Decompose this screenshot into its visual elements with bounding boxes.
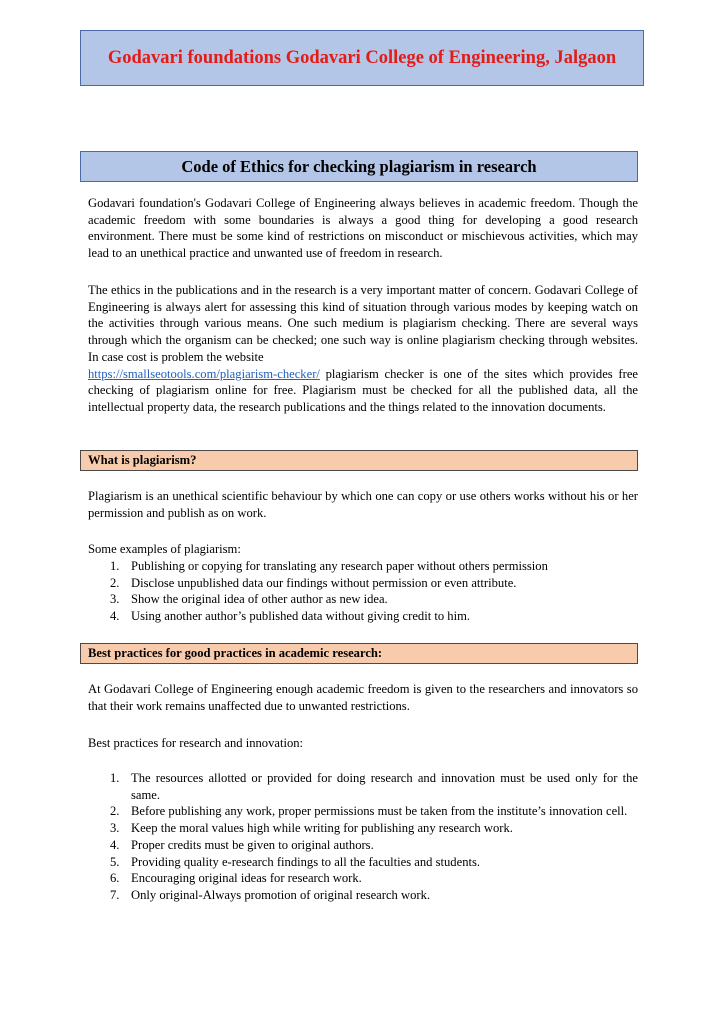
list-item (88, 591, 638, 608)
list-item-text: The resources allotted or provided for doing research and innovation must be used only for the same. (131, 771, 638, 802)
list-item-number: 1. (110, 559, 120, 573)
institution-title: Godavari foundations Godavari College of Engineering, Jalgaon (107, 47, 617, 68)
list-item-number: 1. (110, 771, 120, 785)
section-heading-best-practices: Best practices for good practices in academic research: (88, 646, 383, 660)
list-item-text: Encouraging original ideas for research work. (131, 871, 362, 886)
plagiarism-definition: Plagiarism is an unethical scientific behaviour by which one can copy or use others works without his or her permission and publish as on work. (88, 489, 638, 520)
intro-paragraph-1: Godavari foundation's Godavari College of Engineering always believes in academic freedom. Though the academic freedom with some boundaries is always a good thing for developing a good research environment. There must be some kind of restrictions on misconduct or mischievous activities, which may lead to an unethical practice and unwanted use of freedom in research. (88, 196, 638, 261)
list-item-text: Disclose unpublished data our findings without permission or even attribute. (131, 575, 517, 590)
document-title-box (80, 151, 638, 182)
list-item-number: 6. (110, 871, 120, 886)
intro-paragraph-2-text: The ethics in the publications and in the research is a very important matter of concern. Godavari College of Engineering is always alert for assessing this kind of situation through various modes by keeping watch on the activities through various means. One such medium is plagiarism checking. There are several ways through which the organism can be checked; one such way is online plagiarism checking through websites. In case cost is problem the website (88, 283, 638, 364)
intro-paragraph-2 (88, 282, 638, 416)
examples-intro: Some examples of plagiarism: (88, 542, 241, 556)
list-item-text: Show the original idea of other author as new idea. (131, 592, 388, 607)
list-item-number: 5. (110, 854, 120, 869)
list-item (88, 575, 638, 592)
list-item-text: Only original-Always promotion of original research work. (131, 887, 431, 902)
list-item-text: Keep the moral values high while writing for publishing any research work. (131, 821, 513, 836)
practices-intro: Best practices for research and innovation: (88, 736, 304, 750)
list-item-text: Proper credits must be given to original authors. (131, 837, 374, 852)
plagiarism-examples-list (88, 558, 638, 625)
list-item-text: Publishing or copying for translating any research paper without others permission (131, 559, 548, 573)
list-item-number: 3. (110, 592, 120, 607)
list-item (88, 558, 638, 575)
list-item-number: 7. (110, 887, 120, 902)
best-practices-list (88, 770, 638, 904)
list-item-number: 2. (110, 804, 120, 819)
list-item (88, 820, 638, 837)
institution-header-box (80, 30, 644, 86)
list-item (88, 870, 638, 887)
list-item (88, 770, 638, 803)
intro-paragraph-2-tail: plagiarism checker is one of the sites which provides free checking of plagiarism online for free. Plagiarism must be checked for all the published data, all the intellectual property data, the research publications and the things related to the innovation documents. (88, 366, 638, 414)
list-item-number: 2. (110, 575, 120, 590)
list-item-text: Providing quality e-research findings to all the faculties and students. (131, 854, 481, 869)
list-item-number: 4. (110, 609, 120, 624)
best-practices-intro: At Godavari College of Engineering enough academic freedom is given to the researchers and innovators so that their work remains unaffected due to unwanted restrictions. (88, 682, 638, 713)
list-item (88, 887, 638, 904)
list-item-text: Using another author’s published data without giving credit to him. (131, 609, 471, 624)
list-item-number: 3. (110, 821, 120, 836)
section-heading-box-plagiarism (80, 450, 638, 471)
list-item (88, 803, 638, 820)
section-heading-plagiarism: What is plagiarism? (88, 453, 197, 467)
plagiarism-checker-link[interactable]: https://smallseotools.com/plagiarism-checker/ (88, 366, 320, 381)
list-item-text: Before publishing any work, proper permissions must be taken from the institute’s innovation cell. (131, 804, 628, 819)
list-item (88, 854, 638, 871)
list-item-number: 4. (110, 837, 120, 852)
list-item (88, 837, 638, 854)
list-item (88, 608, 638, 625)
section-heading-box-best-practices (80, 643, 638, 664)
document-title: Code of Ethics for checking plagiarism in research (181, 156, 537, 176)
